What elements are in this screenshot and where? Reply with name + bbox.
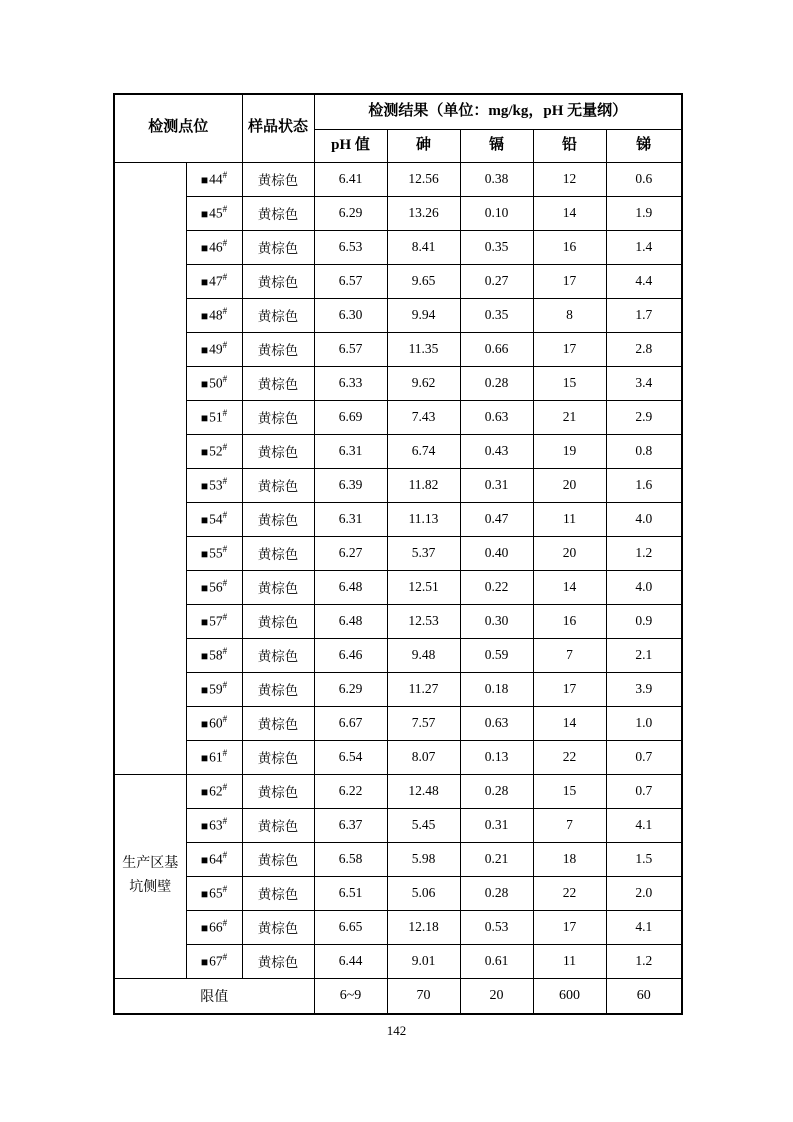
limit-row: [114, 978, 682, 1014]
header-lead: 铅: [533, 129, 606, 162]
filled-square-icon: ■: [200, 852, 209, 867]
value-cell: 6.41: [314, 162, 387, 196]
point-number: 55: [209, 545, 223, 561]
point-number: 62: [209, 783, 223, 799]
value-cell: 0.21: [460, 842, 533, 876]
point-number: 64: [209, 851, 223, 867]
value-cell: 6.39: [314, 468, 387, 502]
point-id-cell: [186, 536, 242, 570]
point-id-cell: [186, 230, 242, 264]
value-cell: 6.74: [387, 434, 460, 468]
value-cell: 7.43: [387, 400, 460, 434]
point-number: 61: [209, 749, 223, 765]
filled-square-icon: ■: [200, 240, 209, 255]
limit-value-cell: 20: [460, 978, 533, 1014]
value-cell: 18: [533, 842, 606, 876]
point-id-cell: [186, 434, 242, 468]
limit-value-cell: 70: [387, 978, 460, 1014]
point-suffix: #: [222, 408, 228, 419]
sample-state-cell: 黄棕色: [242, 638, 314, 672]
point-id-cell: [186, 570, 242, 604]
point-number: 59: [209, 681, 223, 697]
point-number: 67: [209, 953, 223, 969]
filled-square-icon: ■: [200, 886, 209, 901]
point-id-cell: [186, 876, 242, 910]
point-suffix: #: [222, 340, 228, 351]
sample-state-cell: 黄棕色: [242, 162, 314, 196]
value-cell: 6.57: [314, 332, 387, 366]
value-cell: 5.37: [387, 536, 460, 570]
filled-square-icon: ■: [200, 172, 209, 187]
table-row: [114, 774, 682, 808]
sample-state-cell: 黄棕色: [242, 876, 314, 910]
results-table: [113, 93, 683, 1015]
sample-state-cell: 黄棕色: [242, 230, 314, 264]
header-point-location: 检测点位: [114, 94, 242, 162]
sample-state-cell: 黄棕色: [242, 502, 314, 536]
filled-square-icon: ■: [200, 920, 209, 935]
value-cell: 0.8: [606, 434, 682, 468]
value-cell: 22: [533, 876, 606, 910]
value-cell: 9.65: [387, 264, 460, 298]
point-suffix: #: [222, 204, 228, 215]
table-row: [114, 400, 682, 434]
point-suffix: #: [222, 510, 228, 521]
point-id-cell: [186, 808, 242, 842]
filled-square-icon: ■: [200, 954, 209, 969]
value-cell: 11.35: [387, 332, 460, 366]
point-suffix: #: [222, 544, 228, 555]
sample-state-cell: 黄棕色: [242, 604, 314, 638]
value-cell: 2.1: [606, 638, 682, 672]
table-row: [114, 298, 682, 332]
value-cell: 22: [533, 740, 606, 774]
value-cell: 9.62: [387, 366, 460, 400]
page-number: 142: [386, 1023, 407, 1038]
point-number: 45: [209, 205, 223, 221]
group-label-cell: [114, 162, 186, 774]
header-cadmium: 镉: [460, 129, 533, 162]
value-cell: 15: [533, 366, 606, 400]
value-cell: 0.59: [460, 638, 533, 672]
point-number: 58: [209, 647, 223, 663]
point-suffix: #: [222, 578, 228, 589]
value-cell: 0.38: [460, 162, 533, 196]
value-cell: 9.94: [387, 298, 460, 332]
value-cell: 1.6: [606, 468, 682, 502]
filled-square-icon: ■: [200, 308, 209, 323]
value-cell: 16: [533, 230, 606, 264]
filled-square-icon: ■: [200, 614, 209, 629]
filled-square-icon: ■: [200, 818, 209, 833]
value-cell: 0.7: [606, 740, 682, 774]
limit-label-cell: 限值: [114, 978, 314, 1014]
value-cell: 17: [533, 910, 606, 944]
value-cell: 11: [533, 502, 606, 536]
value-cell: 6.27: [314, 536, 387, 570]
table-row: [114, 910, 682, 944]
filled-square-icon: ■: [200, 546, 209, 561]
value-cell: 6.57: [314, 264, 387, 298]
limit-value-cell: 6~9: [314, 978, 387, 1014]
table-row: [114, 230, 682, 264]
point-suffix: #: [222, 680, 228, 691]
sample-state-cell: 黄棕色: [242, 706, 314, 740]
sample-state-cell: 黄棕色: [242, 332, 314, 366]
value-cell: 6.31: [314, 502, 387, 536]
value-cell: 8.07: [387, 740, 460, 774]
value-cell: 0.63: [460, 400, 533, 434]
point-suffix: #: [222, 714, 228, 725]
sample-state-cell: 黄棕色: [242, 944, 314, 978]
value-cell: 17: [533, 332, 606, 366]
value-cell: 11.27: [387, 672, 460, 706]
value-cell: 12.51: [387, 570, 460, 604]
table-row: [114, 264, 682, 298]
sample-state-cell: 黄棕色: [242, 400, 314, 434]
point-id-cell: [186, 366, 242, 400]
value-cell: 0.22: [460, 570, 533, 604]
value-cell: 14: [533, 706, 606, 740]
point-number: 47: [209, 273, 223, 289]
value-cell: 6.69: [314, 400, 387, 434]
point-suffix: #: [222, 272, 228, 283]
value-cell: 4.0: [606, 502, 682, 536]
value-cell: 7.57: [387, 706, 460, 740]
point-suffix: #: [222, 238, 228, 249]
value-cell: 0.6: [606, 162, 682, 196]
filled-square-icon: ■: [200, 512, 209, 527]
value-cell: 0.13: [460, 740, 533, 774]
value-cell: 5.45: [387, 808, 460, 842]
table-row: [114, 162, 682, 196]
filled-square-icon: ■: [200, 716, 209, 731]
table-row: [114, 536, 682, 570]
value-cell: 6.67: [314, 706, 387, 740]
value-cell: 2.8: [606, 332, 682, 366]
point-id-cell: [186, 706, 242, 740]
value-cell: 6.53: [314, 230, 387, 264]
point-number: 63: [209, 817, 223, 833]
point-id-cell: [186, 740, 242, 774]
value-cell: 0.40: [460, 536, 533, 570]
sample-state-cell: 黄棕色: [242, 570, 314, 604]
value-cell: 20: [533, 536, 606, 570]
sample-state-cell: 黄棕色: [242, 298, 314, 332]
value-cell: 9.01: [387, 944, 460, 978]
value-cell: 4.1: [606, 808, 682, 842]
point-id-cell: [186, 842, 242, 876]
value-cell: 0.18: [460, 672, 533, 706]
value-cell: 6.29: [314, 672, 387, 706]
value-cell: 0.63: [460, 706, 533, 740]
value-cell: 6.48: [314, 604, 387, 638]
filled-square-icon: ■: [200, 580, 209, 595]
table-row: [114, 706, 682, 740]
table-row: [114, 604, 682, 638]
value-cell: 14: [533, 196, 606, 230]
value-cell: 0.31: [460, 468, 533, 502]
table-row: [114, 502, 682, 536]
header-ph: pH 值: [314, 129, 387, 162]
point-suffix: #: [222, 748, 228, 759]
sample-state-cell: 黄棕色: [242, 434, 314, 468]
point-suffix: #: [222, 170, 228, 181]
sample-state-cell: 黄棕色: [242, 264, 314, 298]
value-cell: 0.43: [460, 434, 533, 468]
table-row: [114, 196, 682, 230]
value-cell: 16: [533, 604, 606, 638]
value-cell: 8.41: [387, 230, 460, 264]
table-row: [114, 672, 682, 706]
point-id-cell: [186, 298, 242, 332]
sample-state-cell: 黄棕色: [242, 366, 314, 400]
value-cell: 14: [533, 570, 606, 604]
point-id-cell: [186, 162, 242, 196]
value-cell: 13.26: [387, 196, 460, 230]
value-cell: 12.48: [387, 774, 460, 808]
value-cell: 21: [533, 400, 606, 434]
table-row: [114, 944, 682, 978]
value-cell: 1.0: [606, 706, 682, 740]
value-cell: 6.37: [314, 808, 387, 842]
value-cell: 8: [533, 298, 606, 332]
sample-state-cell: 黄棕色: [242, 740, 314, 774]
value-cell: 6.30: [314, 298, 387, 332]
value-cell: 6.31: [314, 434, 387, 468]
table-row: [114, 638, 682, 672]
value-cell: 6.29: [314, 196, 387, 230]
value-cell: 0.66: [460, 332, 533, 366]
value-cell: 0.27: [460, 264, 533, 298]
point-id-cell: [186, 944, 242, 978]
filled-square-icon: ■: [200, 342, 209, 357]
value-cell: 11.82: [387, 468, 460, 502]
point-number: 51: [209, 409, 223, 425]
table-row: [114, 570, 682, 604]
point-suffix: #: [222, 374, 228, 385]
value-cell: 20: [533, 468, 606, 502]
point-number: 57: [209, 613, 223, 629]
table-row: [114, 468, 682, 502]
value-cell: 0.31: [460, 808, 533, 842]
value-cell: 1.5: [606, 842, 682, 876]
value-cell: 17: [533, 264, 606, 298]
sample-state-cell: 黄棕色: [242, 672, 314, 706]
value-cell: 6.33: [314, 366, 387, 400]
point-id-cell: [186, 264, 242, 298]
value-cell: 6.44: [314, 944, 387, 978]
value-cell: 4.1: [606, 910, 682, 944]
value-cell: 7: [533, 808, 606, 842]
value-cell: 0.35: [460, 298, 533, 332]
value-cell: 6.58: [314, 842, 387, 876]
value-cell: 0.10: [460, 196, 533, 230]
value-cell: 2.9: [606, 400, 682, 434]
point-number: 44: [209, 171, 223, 187]
point-number: 53: [209, 477, 223, 493]
value-cell: 3.9: [606, 672, 682, 706]
header-sample-state: 样品状态: [242, 94, 314, 162]
table-row: [114, 434, 682, 468]
value-cell: 6.22: [314, 774, 387, 808]
value-cell: 1.2: [606, 944, 682, 978]
table-row: [114, 808, 682, 842]
group-label-cell: 生产区基坑侧壁: [114, 774, 186, 978]
point-number: 49: [209, 341, 223, 357]
table-header: [114, 94, 682, 162]
value-cell: 17: [533, 672, 606, 706]
header-antimony: 锑: [606, 129, 682, 162]
value-cell: 12.56: [387, 162, 460, 196]
value-cell: 0.61: [460, 944, 533, 978]
value-cell: 0.28: [460, 774, 533, 808]
table-row: [114, 366, 682, 400]
sample-state-cell: 黄棕色: [242, 910, 314, 944]
value-cell: 1.2: [606, 536, 682, 570]
point-suffix: #: [222, 782, 228, 793]
limit-value-cell: 600: [533, 978, 606, 1014]
value-cell: 4.0: [606, 570, 682, 604]
header-row-1: [114, 94, 682, 129]
point-id-cell: [186, 672, 242, 706]
limit-value-cell: 60: [606, 978, 682, 1014]
value-cell: 1.7: [606, 298, 682, 332]
point-id-cell: [186, 638, 242, 672]
value-cell: 6.65: [314, 910, 387, 944]
point-suffix: #: [222, 850, 228, 861]
sample-state-cell: 黄棕色: [242, 196, 314, 230]
point-suffix: #: [222, 476, 228, 487]
value-cell: 12.53: [387, 604, 460, 638]
point-id-cell: [186, 910, 242, 944]
point-id-cell: [186, 400, 242, 434]
point-number: 60: [209, 715, 223, 731]
filled-square-icon: ■: [200, 376, 209, 391]
value-cell: 0.28: [460, 366, 533, 400]
value-cell: 0.9: [606, 604, 682, 638]
point-id-cell: [186, 468, 242, 502]
value-cell: 4.4: [606, 264, 682, 298]
point-id-cell: [186, 502, 242, 536]
filled-square-icon: ■: [200, 648, 209, 663]
value-cell: 0.28: [460, 876, 533, 910]
point-number: 48: [209, 307, 223, 323]
table-body: [114, 162, 682, 978]
value-cell: 11: [533, 944, 606, 978]
value-cell: 6.54: [314, 740, 387, 774]
sample-state-cell: 黄棕色: [242, 808, 314, 842]
table-row: [114, 876, 682, 910]
filled-square-icon: ■: [200, 410, 209, 425]
value-cell: 0.47: [460, 502, 533, 536]
filled-square-icon: ■: [200, 478, 209, 493]
point-number: 52: [209, 443, 223, 459]
value-cell: 2.0: [606, 876, 682, 910]
value-cell: 0.7: [606, 774, 682, 808]
value-cell: 3.4: [606, 366, 682, 400]
sample-state-cell: 黄棕色: [242, 774, 314, 808]
filled-square-icon: ■: [200, 682, 209, 697]
value-cell: 9.48: [387, 638, 460, 672]
point-number: 54: [209, 511, 223, 527]
sample-state-cell: 黄棕色: [242, 468, 314, 502]
header-arsenic: 砷: [387, 129, 460, 162]
point-number: 46: [209, 239, 223, 255]
sample-state-cell: 黄棕色: [242, 842, 314, 876]
point-suffix: #: [222, 442, 228, 453]
value-cell: 19: [533, 434, 606, 468]
table-row: [114, 842, 682, 876]
filled-square-icon: ■: [200, 274, 209, 289]
point-id-cell: [186, 604, 242, 638]
table-row: [114, 740, 682, 774]
point-number: 56: [209, 579, 223, 595]
filled-square-icon: ■: [200, 206, 209, 221]
point-id-cell: [186, 196, 242, 230]
table-footer: [114, 978, 682, 1014]
value-cell: 6.46: [314, 638, 387, 672]
value-cell: 5.98: [387, 842, 460, 876]
filled-square-icon: ■: [200, 444, 209, 459]
value-cell: 11.13: [387, 502, 460, 536]
point-suffix: #: [222, 918, 228, 929]
point-suffix: #: [222, 952, 228, 963]
point-id-cell: [186, 774, 242, 808]
point-number: 50: [209, 375, 223, 391]
point-suffix: #: [222, 884, 228, 895]
value-cell: 6.48: [314, 570, 387, 604]
point-suffix: #: [222, 612, 228, 623]
value-cell: 15: [533, 774, 606, 808]
filled-square-icon: ■: [200, 784, 209, 799]
value-cell: 12.18: [387, 910, 460, 944]
point-suffix: #: [222, 646, 228, 657]
point-suffix: #: [222, 816, 228, 827]
table-row: [114, 332, 682, 366]
point-suffix: #: [222, 306, 228, 317]
sample-state-cell: 黄棕色: [242, 536, 314, 570]
header-results: 检测结果（单位：mg/kg，pH 无量纲）: [314, 94, 682, 129]
point-id-cell: [186, 332, 242, 366]
point-number: 66: [209, 919, 223, 935]
value-cell: 1.4: [606, 230, 682, 264]
value-cell: 0.53: [460, 910, 533, 944]
value-cell: 0.35: [460, 230, 533, 264]
value-cell: 6.51: [314, 876, 387, 910]
value-cell: 0.30: [460, 604, 533, 638]
value-cell: 1.9: [606, 196, 682, 230]
value-cell: 12: [533, 162, 606, 196]
value-cell: 5.06: [387, 876, 460, 910]
point-number: 65: [209, 885, 223, 901]
value-cell: 7: [533, 638, 606, 672]
filled-square-icon: ■: [200, 750, 209, 765]
